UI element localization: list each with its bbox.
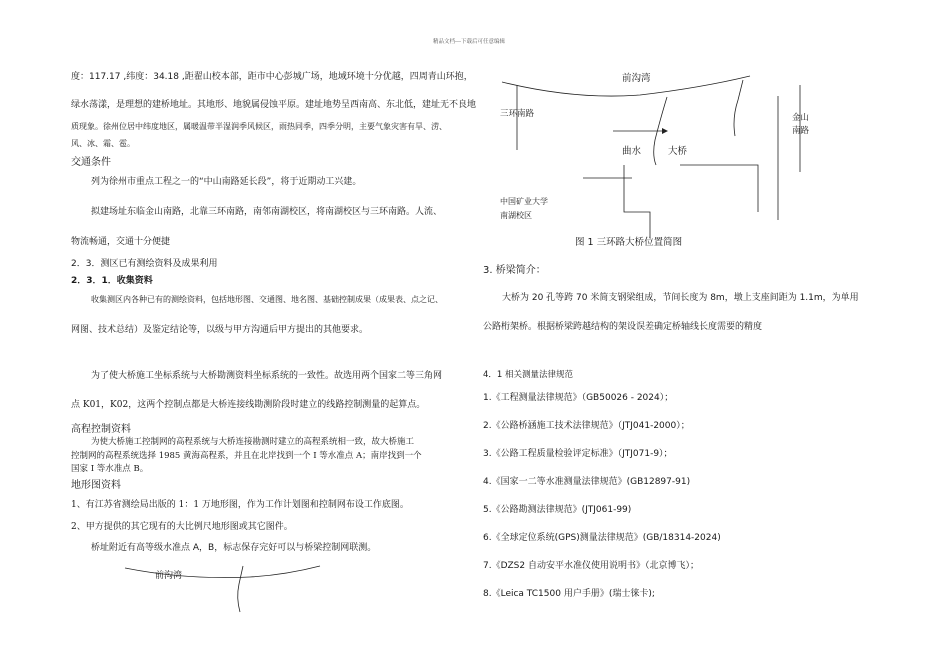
map-label-jinshan: 金山: [792, 113, 810, 123]
paragraph-line: 度：117.17 ,纬度：34.18 ,距翟山校本部，距市中心彭城广场，地域环境十分优越，四周青山环抱，: [71, 72, 473, 82]
paragraph-line: 质现象。徐州位居中纬度地区，属暖温带半湿润季风候区，雨热同季，四季分明，主要气象灾害有旱、涝、: [71, 122, 447, 131]
reference-item: 5.《公路勘测法律规范》(JTJ061-99): [483, 505, 632, 515]
section-heading-bridge: 3. 桥梁简介：: [483, 265, 546, 276]
figure-caption: 图 1 三环路大桥位置简图: [575, 237, 683, 248]
page-header: 精品文档---下载后可任意编辑: [433, 39, 505, 45]
paragraph-line: 为使大桥施工控制网的高程系统与大桥连接勘测时建立的高程系统相一致，故大桥施工: [91, 437, 415, 447]
paragraph-line: 收集测区内各种已有的测绘资料，包括地形图、交通图、地名图、基础控制成果（成果表、点之记、: [91, 295, 443, 304]
paragraph-line: 桥址附近有高等级水准点 A，B，标志保存完好可以与桥梁控制网联测。: [91, 543, 377, 553]
section-heading-2-3: 2．3．测区已有测绘资料及成果利用: [71, 259, 218, 269]
paragraph-line: 公路桁架桥。根据桥梁跨越结构的架设误差确定桥轴线长度需要的精度: [483, 322, 763, 332]
map-label-qushui: 曲水: [622, 146, 642, 157]
map-label-qiangouwan: 前沟湾: [155, 571, 183, 581]
map-label-nanhu-campus: 南湖校区: [500, 211, 532, 220]
paragraph-line: 绿水荡漾，是理想的建桥地址。其地形、地貌属侵蚀平原。建址地势呈西南高、东北低，建址无不良地: [71, 100, 477, 110]
section-heading-4-1: 4．1 相关测量法律规范: [483, 370, 574, 380]
paragraph-line: 点 K01，K02，这两个控制点都是大桥连接线勘测阶段时建立的线路控制测量的起算点。: [71, 400, 426, 410]
section-heading-traffic: 交通条件: [71, 157, 111, 168]
reference-item: 2.《公路桥涵施工技术法律规范》（JTJ041-2000）；: [483, 421, 690, 431]
map-label-daqiao: 大桥: [668, 146, 688, 157]
map-label-sanhuan-road: 三环南路: [500, 109, 535, 119]
section-heading-topo: 地形图资料: [71, 480, 121, 491]
reference-item: 3.《公路工程质量检验评定标准》（JTJ071-9）；: [483, 449, 673, 459]
map-label-top: 前沟湾: [622, 73, 651, 84]
reference-item: 4.《国家一二等水准测量法律规范》(GB12897-91): [483, 477, 691, 487]
paragraph-line: 物流畅通，交通十分便捷: [71, 237, 171, 247]
paragraph-line: 列为徐州市重点工程之一的“中山南路延长段”，将于近期动工兴建。: [91, 177, 362, 187]
paragraph-line: 为了使大桥施工坐标系统与大桥勘测资料坐标系统的一致性。故选用两个国家二等三角网: [91, 371, 443, 381]
paragraph-line: 风、冰、霜、雹。: [71, 139, 135, 148]
section-heading-2-3-1: 2．3．1．收集资料: [71, 276, 153, 286]
reference-item: 6.《全球定位系统(GPS)测量法律规范》(GB/18314-2024): [483, 533, 721, 543]
paragraph-line: 控制网的高程系统选择 1985 黄海高程系，并且在北岸找到一个 I 等水准点 A；南岸找到一个: [71, 451, 422, 461]
paragraph-line: 2、甲方提供的其它现有的大比例尺地形图或其它图件。: [71, 522, 293, 532]
reference-item: 8.《Leica TC1500 用户手册》(瑞士徕卡);: [483, 589, 655, 599]
paragraph-line: 1、有江苏省测绘局出版的 1：1 万地形图，作为工作计划图和控制网布设工作底图。: [71, 500, 409, 510]
reference-item: 1.《工程测量法律规范》（GB50026 - 2024）；: [483, 393, 674, 403]
map-label-jinshan-road: 南路: [792, 126, 810, 136]
reference-item: 7.《DZS2 自动安平水准仪使用说明书》（北京博飞）；: [483, 561, 699, 571]
paragraph-line: 大桥为 20 孔等跨 70 米简支钢梁组成，节间长度为 8m，墩上支座间距为 1.1m，为单用: [502, 293, 859, 303]
section-heading-elevation: 高程控制资料: [71, 424, 131, 435]
map-label-cumt: 中国矿业大学: [500, 197, 548, 206]
paragraph-line: 拟建场址东临金山南路，北靠三环南路，南邻南湖校区，将南湖校区与三环南路。人流、: [91, 207, 443, 217]
paragraph-line: 网图、技术总结）及鉴定结论等，以级与甲方沟通后甲方提出的其他要求。: [71, 325, 369, 335]
paragraph-line: 国家 I 等水准点 B。: [71, 464, 149, 474]
